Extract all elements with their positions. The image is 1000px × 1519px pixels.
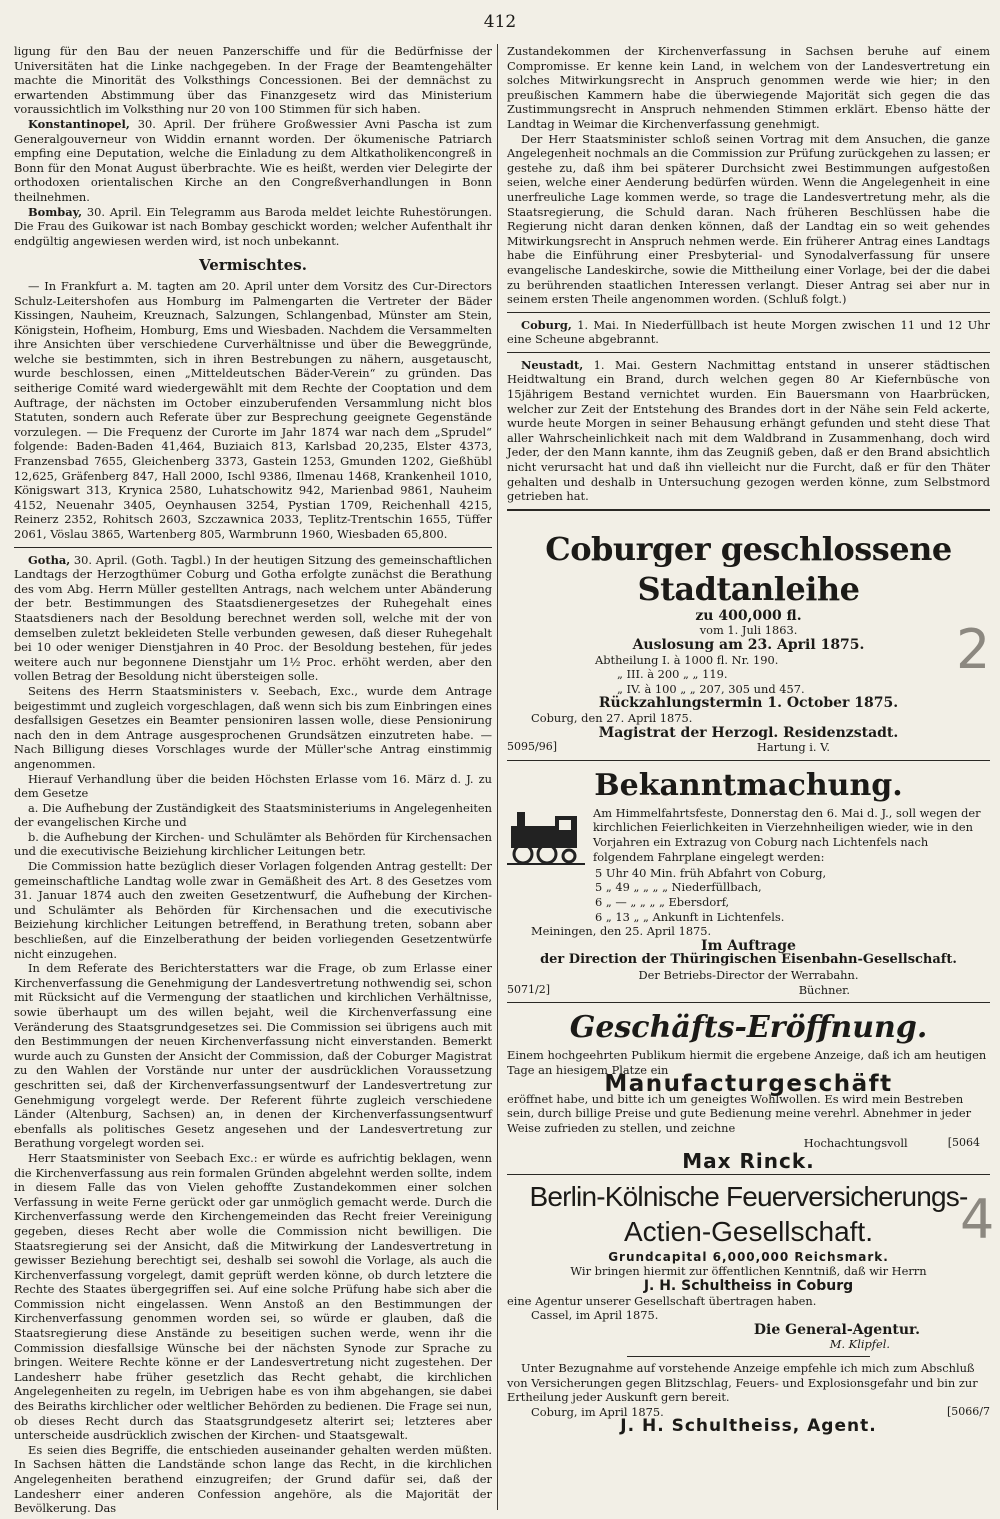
ad-text: Wir bringen hiermit zur öffentlichen Kenntniß, daß wir Herrn — [570, 1264, 927, 1279]
ad-coburg-loan — [507, 529, 990, 755]
ad-footer — [507, 740, 990, 755]
article-continuation: Zustandekommen der Kirchenverfassung in Sachsen beruhe auf einem Compromisse. Er kenne kein Land, in welchem von der Landesvertretung ein solches Mitwirkungsrecht in Anspruch genommen werde wie hier; in den preußischen Kammern habe die überwiegende Majorität sich gegen die das Zustimmungsrecht in Anspruch nehmenden Stimmen erklärt. Ebenso hätte der Landtag in Weimar die Kirchenverfassung genehmigt. — [507, 44, 990, 131]
article-gotha: Gotha, 30. April. (Goth. Tagbl.) In der heutigen Sitzung des gemeinschaftlichen Landtags der Herzogthümer Coburg und Gotha erfolgte zunächst die Berathung des vom Abg. Herrn Müller gestellten Antrags, nach welchem unter Abänderung der betr. Bestimmungen des Staatsdienergesetzes der Ruhegehalt eines Staatsdieners nach der Besoldung berechnet werden soll, welche mit der von demselben zuletzt bekleideten Stelle verbunden gewesen, daß dieser Ruhegehalt bei 10 oder weniger Dienstjahren in 40 Proc. der Besoldung bestehen, für jedes weitere auch nur begonnene Dienstjahr um 1½ Proc. erhöht werden, aber den vollen Betrag der Besoldung nicht übersteigen solle. — [14, 552, 492, 684]
ad-text: Am Himmelfahrtsfeste, Donnerstag den 6. Mai d. J., soll wegen der kirchlichen Feierlichkeiten in Vierzehnheiligen wieder, wie in den Vorjahren ein Extrazug von Coburg nach Lichtenfels nach folgendem Fahrplane eingelegt werden: — [593, 805, 981, 864]
ad-line: Auslosung am 23. April 1875. — [632, 637, 865, 653]
left-column — [14, 44, 492, 1516]
ad-title: Coburger geschlossene Stadtanleihe — [545, 529, 952, 608]
ad-text: eine Agentur unserer Gesellschaft übertragen haben. — [507, 1293, 817, 1308]
schedule-row: 6 „ 13 „ „ Ankunft in Lichtenfels. — [595, 909, 785, 924]
ad-line: Abtheilung I. à 1000 fl. Nr. 190. — [595, 652, 779, 667]
dateline: Konstantinopel, — [28, 116, 130, 131]
ad-agent-name: J. H. Schultheiss in Coburg — [643, 1278, 854, 1295]
dateline: Neustadt, — [521, 357, 584, 372]
ad-line: Cassel, im April 1875. — [531, 1308, 659, 1323]
ad-geschaefts-eroeffnung — [507, 1008, 990, 1174]
ad-ref-number: [5064 — [947, 1135, 980, 1149]
ad-line: Meiningen, den 25. April 1875. — [531, 924, 712, 939]
ad-title: Bekanntmachung. — [594, 767, 903, 803]
paragraph: Seitens des Herrn Staatsministers v. Seebach, Exc., wurde dem Antrage beigestimmt und zugleich vorgeschlagen, daß wenn sich bis zum Einbringen eines desfallsigen Gesetzes ein Beamter pensioniren lassen wolle, diese Pensionirung nach den in dem Antrage ausgesprochenen Grundsätzen einzutreten habe. — Nach Billigung dieses Vorschlages wurde der Müller'sche Antrag einstimmig angenommen. — [14, 683, 492, 771]
paragraph: Herr Staatsminister von Seebach Exc.: er würde es aufrichtig beklagen, wenn die Kirchenverfassung aus rein formalen Gründen abgelehnt werden sollte, indem in diesem Falle das von Vielen gehoffte Zustandekommen einer solchen Verfassung in weite Ferne gerückt oder gar unmöglich gemacht werde. Durch die Kirchenverfassung werde den Kirchengemeinden das Recht freier Vereinigung gegeben, dieses Recht aber wolle die Commission nicht bewilligen. Die Staatsregierung sei der Ansicht, daß die Mitwirkung der Landesvertretung in gewisser Beziehung berechtigt sei, deshalb sei sowohl die Vorlage, als auch die Kirchenverfassung vorgelegt, damit geprüft werden könne, ob durch letztere die Rechte des Staates übergegriffen sei. Auf eine solche Prüfung habe sich aber die Commission nicht eingelassen. Wenn Anstoß an den Bestimmungen der Kirchenverfassung genommen worden sei, so würde er glauben, daß die Staatsregierung diese Anstände zu beseitigen suchen werde, wenn ihr die Commission diesfallsige Wünsche bei der nächsten Synode zur Sprache zu bringen. Weitere Rechte könne er der Landesvertretung nicht zugestehen. Der Landesherr habe früher gesetzlich das Recht gehabt, die kirchlichen Angelegenheiten zu regeln, im Uebrigen habe es von ihm abgehangen, sie dabei des Beiraths kirchlicher oder weltlicher Behörden zu bedienen. Die Frage sei nun, ob dieses Recht durch das Staatsgrundgesetz alterirt sei; letzteres aber unterscheide ausdrücklich zwischen der Kirchen- und Staatsgewalt. — [14, 1150, 492, 1443]
ad-line: „ IV. à 100 „ „ 207, 305 und 457. — [617, 681, 805, 696]
ad-text: eröffnet habe, und bitte ich um geneigtes Wohlwollen. Es wird mein Bestreben sein, durch billige Preise und gute Bedienung meine verehrl. Abnehmer in jeder Weise zufrieden zu stellen, und zeichne — [507, 1091, 972, 1136]
ad-text: Unter Bezugnahme auf vorstehende Anzeige empfehle ich mich zum Abschluß von Versicherungen gegen Blitzschlag, Feuers- und Explosionsgefahr und bin zur Ertheilung jeder Auskunft gern bereit. — [507, 1361, 978, 1405]
ad-signer: Hartung i. V. — [756, 740, 830, 755]
separator-rule — [507, 760, 990, 761]
ad-line: der Direction der Thüringischen Eisenbahn-Gesellschaft. — [540, 952, 957, 968]
ad-title: Berlin-Kölnische Feuerversicherungs- — [529, 1180, 968, 1212]
ad-ref-number: 5095/96] — [507, 740, 557, 754]
ad-title: Geschäfts-Eröffnung. — [569, 1010, 928, 1046]
schedule-row: 5 Uhr 40 Min. früh Abfahrt von Coburg, — [595, 865, 827, 880]
ad-insurance — [507, 1180, 990, 1437]
separator-rule — [507, 1174, 990, 1175]
separator-rule — [14, 547, 492, 548]
ad-capital: Grundcapital 6,000,000 Reichsmark. — [608, 1249, 889, 1264]
ad-line: Coburg, den 27. April 1875. — [531, 710, 693, 725]
right-column — [507, 44, 990, 1514]
ad-bekanntmachung — [507, 766, 990, 997]
dateline: Gotha, — [28, 552, 71, 567]
schedule-row: 6 „ — „ „ „ „ Ebersdorf, — [595, 894, 730, 909]
ad-line: vom 1. Juli 1863. — [699, 623, 798, 638]
pencil-mark: 4 — [960, 1188, 995, 1251]
ad-authority: Magistrat der Herzogl. Residenzstadt. — [598, 724, 899, 741]
ad-amount: zu 400,000 fl. — [695, 607, 802, 624]
paragraph: Es seien dies Begriffe, die entschieden auseinander gehalten werden müßten. In Sachsen hätten die Landstände schon lange das Recht, in die kirchlichen Angelegenheiten berathend einzugreifen; der Grund dafür sei, daß der Landesherr einer anderen Confession angehöre, als die Majorität der Bevölkerung. Das — [14, 1442, 492, 1516]
page-number: 412 — [483, 12, 517, 32]
ad-body — [507, 806, 990, 866]
ad-ref-number: 5071/2] — [507, 982, 550, 996]
paragraph: In dem Referate des Berichterstatters war die Frage, ob zum Erlasse einer Kirchenverfassung die Genehmigung der Landesvertretung nothwendig sei, schon mit Rücksicht auf die Vermengung der staatlichen und kirchlichen Verhältnisse, sowie überhaupt um des willen bejaht, weil die Kirchenverfassung eine Veränderung des Staatsgrundgesetzes sei. Die Commission sei übrigens auch mit den Bestimmungen der neuen Kirchenverfassung nicht einverstanden. Bemerkt wurde auch zu Gunsten der Ansicht der Commission, daß der Coburger Magistrat zu den Wahlen der Vorstände nur unter der ausdrücklichen Voraussetzung geschritten sei, daß der Kirchenverfassungsentwurf der Landesvertretung zur Genehmigung vorgelegt werde. Der Referent führte zugleich verschiedene Länder (Altenburg, Sachsen) an, in denen der Kirchenverfassungsentwurf ebenfalls als politisches Gesetz angesehen und der Landesvertretung zur Berathung vorgelegt worden sei. — [14, 961, 492, 1151]
separator-rule — [627, 1356, 870, 1357]
ad-signature: J. H. Schultheiss, Agent. — [620, 1416, 877, 1437]
separator-rule — [507, 352, 990, 353]
ad-signer: M. Klipfel. — [829, 1337, 890, 1352]
column-divider — [497, 44, 498, 1510]
ad-line: Coburg, im April 1875. — [531, 1404, 664, 1419]
locomotive-icon — [507, 806, 585, 866]
dateline: Coburg, — [521, 317, 572, 332]
article-neustadt: Neustadt, 1. Mai. Gestern Nachmittag entstand in unserer städtischen Heidtwaltung ein Brand, durch welchen gegen 80 Ar Kiefernbüsche von 15jährigem Bestand vernichtet wurden. Ein Bauersmann von Haarbrücken, welcher zur Zeit der Entstehung des Brandes dort in der Nähe sein Feld ackerte, wurde heute Morgen in seiner Behausung erhängt gefunden und steht diese That aller Wahrscheinlichkeit nach mit dem Waldbrand in Zusammenhang, doch wird Jeder, der den Mann kannte, ihm das Zeugniß geben, daß er den Brand absichtlich nicht verursacht hat und daß ihn vielleicht nur die Furcht, daß er für den Thäter gehalten und deshalb in Untersuchung gezogen werden könne, zum Selbstmord getrieben hat. — [507, 357, 990, 504]
paragraph: Der Herr Staatsminister schloß seinen Vortrag mit dem Ansuchen, die ganze Angelegenheit nochmals an die Commission zur Prüfung zurückgehen zu lassen; er gestehe zu, daß ihm bei späterer Durchsicht zwei Bestimmungen aufgestoßen seien, welche einer Aenderung bedürfen würden. Wenn die Angelegenheit in eine unerfreuliche Lage kommen werde, so trage die Landesvertretung mehr, als die Staatsregierung, die Schuld daran. Nach früheren Beschlüssen habe die Regierung nicht daran denken können, daß der Landtag ein so weit gehendes Mitwirkungsrecht in Anspruch nehmen werde. Ein früherer Antrag eines Landtags habe die Einführung einer Presbyterial- und Synodalverfassung für unsere evangelische Landeskirche, sowie die Mittheilung einer Vorlage, bei der die dabei zu berührenden staatlichen Interessen verlangt. Dieser Antrag sei aber nur in seinem ersten Theile angenommen worden. (Schluß folgt.) — [507, 131, 990, 307]
pencil-mark: 2 — [956, 618, 991, 681]
article-constantinople: Konstantinopel, 30. April. Der frühere Großwessier Avni Pascha ist zum Generalgouverneur von Widdin ernannt worden. Der ökumenische Patriarch empfing eine Deputation, welche die Einladung zu dem Altkatholikencongreß in Bonn für den Monat August überbrachte. Wie es heißt, werden vier Delegirte der orthodoxen orientalischen Kirche an den Congreßverhandlungen in Bonn theilnehmen. — [14, 116, 492, 204]
ad-shop-name: Manufacturgeschäft — [604, 1071, 893, 1098]
ad-ref-number: [5066/7 — [947, 1404, 990, 1418]
ad-line: Rückzahlungstermin 1. October 1875. — [598, 695, 899, 712]
list-item: b. die Aufhebung der Kirchen- und Schulämter als Behörden für Kirchensachen und die executivische Beiziehung kirchlicher Leitungen betr. — [14, 829, 492, 859]
paragraph: Hierauf Verhandlung über die beiden Höchsten Erlasse vom 16. März d. J. zu dem Gesetze — [14, 771, 492, 801]
ad-line: Der Betriebs-Director der Werrabahn. — [638, 967, 859, 982]
section-heading-vermischtes: Vermischtes. — [199, 256, 307, 275]
article-coburg: Coburg, 1. Mai. In Niederfüllbach ist heute Morgen zwischen 11 und 12 Uhr eine Scheune abgebrannt. — [507, 317, 990, 347]
ad-signer: Büchner. — [798, 982, 850, 997]
ad-section-rule — [507, 509, 990, 511]
ad-footer — [507, 983, 990, 998]
paragraph: Die Commission hatte bezüglich dieser Vorlagen folgenden Antrag gestellt: Der gemeinschaftliche Landtag wolle zwar in Gemäßheit des Art. 8 des Gesetzes vom 31. Januar 1874 auch den zweiten Gesetzentwurf, die Aufhebung der Kirchen- und Schulämter als Behörden für Kirchensachen und die executivische Beiziehung kirchlicher Leitungen betreffend, in Berathung treten, sobann aber beschließen, auf die Einzelberathung der beiden vorliegenden Gesetzentwürfe nicht einzugehen. — [14, 859, 492, 961]
ad-text: Einem hochgeehrten Publikum hiermit die ergebene Anzeige, daß ich am heutigen Tage an hiesigem Platze ein — [507, 1048, 987, 1077]
list-item: a. Die Aufhebung der Zuständigkeit des Staatsministeriums in Angelegenheiten der evangelischen Kirche und — [14, 800, 492, 830]
separator-rule — [507, 1002, 990, 1003]
article-continuation: ligung für den Bau der neuen Panzerschiffe und für die Bedürfnisse der Universitäten hat die Linke nachgegeben. In der Frage der Beamtengehälter machte die Minorität des Volksthings Concessionen. Bei der demnächst zu erwartenden Abstimmung über das Finanzgesetz wird das Ministerium voraussichtlich im Volksthing nur 20 von 100 Stimmen für sich haben. — [14, 44, 492, 117]
ad-greeting: Hochachtungsvoll — [803, 1135, 908, 1150]
article-spa-towns: — In Frankfurt a. M. tagten am 20. April unter dem Vorsitz des Cur-Directors Schulz-Leitershofen aus Homburg im Palmengarten die Vertreter der Bäder Kissingen, Nauheim, Kreuznach, Salzungen, Schlangenbad, Münster am Stein, Königstein, Hofheim, Homburg, Ems und Wiesbaden. Nachdem die Versammelten ihre Ansichten über verschiedene Curverhältnisse und über die Beweggründe, welche sie bestimmten, sich in ihren Bestrebungen zu nähern, ausgetauscht, wurde beschlossen, einen „Mitteldeutschen Bäder-Verein“ zu gründen. Das seitherige Comité ward wiedergewählt mit dem Rechte der Cooptation und dem Auftrage, der nächsten im October einzuberufenden Versammlung nicht blos Statuten, sondern auch Referate über zur Besprechung geeignete Gegenstände vorzulegen. — Die Frequenz der Curorte im Jahr 1874 war nach dem „Sprudel“ folgende: Baden-Baden 41,464, Buziaich 813, Karlsbad 20,235, Elster 4373, Franzensbad 7655, Gleichenberg 3373, Gastein 1253, Gmunden 1202, Gießhübl 12,625, Gräfenberg 847, Hall 2000, Ischl 9386, Ilmenau 1468, Krankenheil 1010, Königswart 313, Krynica 2580, Luhatschowitz 942, Marienbad 9861, Nauheim 4152, Neuenahr 3405, Oeynhausen 3254, Pystian 1709, Reichenhall 4215, Reinerz 2352, Rohitsch 2603, Szczawnica 2033, Teplitz-Trentschin 1655, Tüffer 2061, Vöslau 3865, Wartenberg 805, Warmbrunn 1960, Wiesbaden 65,800. — [14, 278, 492, 541]
ad-line: Die General-Agentur. — [753, 1321, 920, 1338]
ad-line: Im Auftrage — [701, 937, 796, 954]
article-bombay: Bombay, 30. April. Ein Telegramm aus Baroda meldet leichte Ruhestörungen. Die Frau des Guikowar ist nach Bombay geschickt worden; welcher Aufenthalt ihr endgültig angewiesen werden wird, ist noch unbekannt. — [14, 204, 492, 248]
ad-title: Actien-Gesellschaft. — [624, 1215, 873, 1247]
schedule-row: 5 „ 49 „ „ „ „ Niederfüllbach, — [595, 880, 762, 895]
dateline: Bombay, — [28, 204, 83, 219]
ad-footer — [507, 1136, 990, 1151]
ad-line: „ III. à 200 „ „ 119. — [617, 667, 728, 682]
separator-rule — [507, 312, 990, 313]
ad-name: Max Rinck. — [682, 1149, 815, 1174]
